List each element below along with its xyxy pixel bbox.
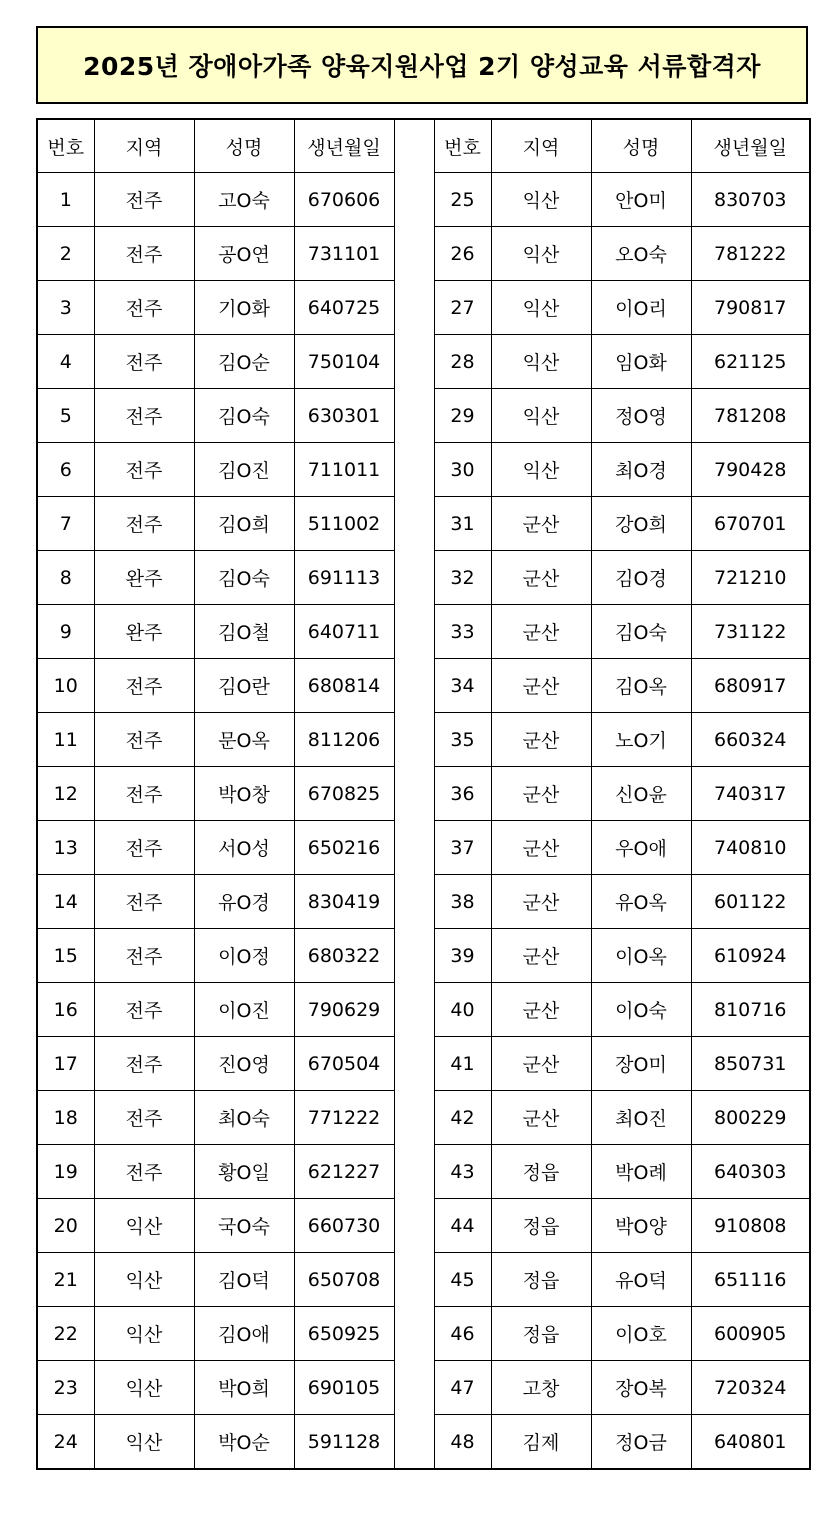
table-row: [37, 281, 810, 335]
cell-birthdate: 731101: [294, 227, 394, 281]
cell-region: 전주: [94, 875, 194, 929]
cell-region: 정읍: [491, 1307, 591, 1361]
cell-number: 43: [434, 1145, 491, 1199]
table-row: [37, 1091, 810, 1145]
cell-number: 17: [37, 1037, 94, 1091]
cell-name: 박O창: [194, 767, 294, 821]
cell-region: 전주: [94, 929, 194, 983]
cell-region: 익산: [491, 173, 591, 227]
cell-number: 40: [434, 983, 491, 1037]
cell-region: 정읍: [491, 1253, 591, 1307]
cell-number: 48: [434, 1415, 491, 1470]
cell-region: 익산: [491, 389, 591, 443]
table-row: [37, 929, 810, 983]
cell-number: 35: [434, 713, 491, 767]
table-row: [37, 1145, 810, 1199]
header-name: 성명: [591, 119, 691, 173]
column-gap: [394, 767, 434, 821]
table-row: [37, 875, 810, 929]
cell-region: 군산: [491, 767, 591, 821]
cell-region: 익산: [94, 1307, 194, 1361]
cell-number: 11: [37, 713, 94, 767]
cell-name: 이O정: [194, 929, 294, 983]
cell-birthdate: 601122: [691, 875, 810, 929]
cell-birthdate: 670701: [691, 497, 810, 551]
cell-region: 익산: [491, 335, 591, 389]
header-number: 번호: [434, 119, 491, 173]
cell-number: 12: [37, 767, 94, 821]
table-row: [37, 821, 810, 875]
cell-region: 완주: [94, 551, 194, 605]
cell-birthdate: 640725: [294, 281, 394, 335]
header-number: 번호: [37, 119, 94, 173]
cell-number: 32: [434, 551, 491, 605]
cell-number: 39: [434, 929, 491, 983]
table-row: [37, 1037, 810, 1091]
cell-name: 국O숙: [194, 1199, 294, 1253]
header-birthdate: 생년월일: [691, 119, 810, 173]
cell-region: 군산: [491, 659, 591, 713]
column-gap: [394, 983, 434, 1037]
cell-region: 군산: [491, 713, 591, 767]
table-row: [37, 335, 810, 389]
cell-birthdate: 630301: [294, 389, 394, 443]
cell-name: 장O미: [591, 1037, 691, 1091]
column-gap: [394, 1091, 434, 1145]
cell-number: 15: [37, 929, 94, 983]
cell-region: 전주: [94, 983, 194, 1037]
cell-birthdate: 621227: [294, 1145, 394, 1199]
column-gap: [394, 1145, 434, 1199]
cell-birthdate: 640303: [691, 1145, 810, 1199]
cell-region: 익산: [491, 281, 591, 335]
cell-number: 10: [37, 659, 94, 713]
cell-name: 노O기: [591, 713, 691, 767]
cell-name: 김O옥: [591, 659, 691, 713]
cell-birthdate: 830419: [294, 875, 394, 929]
table-row: [37, 605, 810, 659]
cell-birthdate: 670504: [294, 1037, 394, 1091]
cell-birthdate: 740317: [691, 767, 810, 821]
header-region: 지역: [94, 119, 194, 173]
cell-number: 46: [434, 1307, 491, 1361]
column-gap: [394, 713, 434, 767]
cell-region: 군산: [491, 497, 591, 551]
cell-region: 전주: [94, 659, 194, 713]
column-gap: [394, 227, 434, 281]
cell-region: 전주: [94, 1145, 194, 1199]
cell-birthdate: 850731: [691, 1037, 810, 1091]
header-region: 지역: [491, 119, 591, 173]
header-name: 성명: [194, 119, 294, 173]
cell-birthdate: 800229: [691, 1091, 810, 1145]
cell-birthdate: 680322: [294, 929, 394, 983]
cell-name: 김O애: [194, 1307, 294, 1361]
cell-name: 신O윤: [591, 767, 691, 821]
cell-name: 박O희: [194, 1361, 294, 1415]
cell-name: 최O진: [591, 1091, 691, 1145]
cell-name: 김O란: [194, 659, 294, 713]
cell-region: 익산: [94, 1361, 194, 1415]
column-gap: [394, 551, 434, 605]
cell-birthdate: 781208: [691, 389, 810, 443]
cell-number: 34: [434, 659, 491, 713]
cell-name: 이O리: [591, 281, 691, 335]
cell-number: 31: [434, 497, 491, 551]
page-title: 2025년 장애아가족 양육지원사업 2기 양성교육 서류합격자: [36, 26, 808, 104]
table-body: [37, 119, 810, 1469]
cell-name: 기O화: [194, 281, 294, 335]
cell-region: 군산: [491, 875, 591, 929]
cell-name: 이O진: [194, 983, 294, 1037]
cell-region: 전주: [94, 173, 194, 227]
cell-name: 박O례: [591, 1145, 691, 1199]
cell-birthdate: 711011: [294, 443, 394, 497]
cell-birthdate: 720324: [691, 1361, 810, 1415]
cell-name: 김O철: [194, 605, 294, 659]
column-gap: [394, 605, 434, 659]
cell-birthdate: 830703: [691, 173, 810, 227]
cell-number: 27: [434, 281, 491, 335]
cell-number: 9: [37, 605, 94, 659]
table-row: [37, 1307, 810, 1361]
cell-region: 익산: [94, 1253, 194, 1307]
cell-number: 26: [434, 227, 491, 281]
cell-number: 47: [434, 1361, 491, 1415]
cell-name: 임O화: [591, 335, 691, 389]
cell-birthdate: 691113: [294, 551, 394, 605]
cell-name: 김O숙: [194, 551, 294, 605]
header-row: [37, 119, 810, 173]
column-gap: [394, 929, 434, 983]
column-gap: [394, 1307, 434, 1361]
cell-number: 3: [37, 281, 94, 335]
cell-name: 박O순: [194, 1415, 294, 1470]
column-gap: [394, 875, 434, 929]
cell-birthdate: 650925: [294, 1307, 394, 1361]
cell-region: 전주: [94, 389, 194, 443]
cell-birthdate: 781222: [691, 227, 810, 281]
column-gap: [394, 389, 434, 443]
cell-name: 오O숙: [591, 227, 691, 281]
cell-number: 24: [37, 1415, 94, 1470]
cell-birthdate: 640711: [294, 605, 394, 659]
cell-number: 28: [434, 335, 491, 389]
cell-region: 군산: [491, 983, 591, 1037]
cell-birthdate: 621125: [691, 335, 810, 389]
cell-name: 정O금: [591, 1415, 691, 1470]
cell-region: 정읍: [491, 1145, 591, 1199]
table-row: [37, 1199, 810, 1253]
cell-region: 완주: [94, 605, 194, 659]
column-gap: [394, 659, 434, 713]
cell-region: 전주: [94, 767, 194, 821]
table-row: [37, 443, 810, 497]
cell-birthdate: 750104: [294, 335, 394, 389]
cell-number: 29: [434, 389, 491, 443]
cell-region: 군산: [491, 551, 591, 605]
cell-birthdate: 680814: [294, 659, 394, 713]
cell-birthdate: 660324: [691, 713, 810, 767]
cell-region: 전주: [94, 281, 194, 335]
cell-region: 전주: [94, 335, 194, 389]
table-row: [37, 227, 810, 281]
cell-name: 고O숙: [194, 173, 294, 227]
cell-birthdate: 600905: [691, 1307, 810, 1361]
cell-name: 이O숙: [591, 983, 691, 1037]
cell-number: 45: [434, 1253, 491, 1307]
cell-number: 2: [37, 227, 94, 281]
column-gap: [394, 1415, 434, 1470]
column-gap: [394, 1253, 434, 1307]
cell-name: 공O연: [194, 227, 294, 281]
cell-number: 6: [37, 443, 94, 497]
cell-number: 22: [37, 1307, 94, 1361]
cell-name: 최O숙: [194, 1091, 294, 1145]
cell-region: 군산: [491, 821, 591, 875]
applicant-table: [36, 118, 811, 1470]
cell-number: 37: [434, 821, 491, 875]
cell-name: 유O경: [194, 875, 294, 929]
cell-name: 이O호: [591, 1307, 691, 1361]
cell-number: 33: [434, 605, 491, 659]
cell-birthdate: 670606: [294, 173, 394, 227]
cell-name: 김O덕: [194, 1253, 294, 1307]
cell-birthdate: 670825: [294, 767, 394, 821]
cell-number: 13: [37, 821, 94, 875]
cell-birthdate: 771222: [294, 1091, 394, 1145]
cell-number: 38: [434, 875, 491, 929]
cell-birthdate: 810716: [691, 983, 810, 1037]
column-gap: [394, 1361, 434, 1415]
table-row: [37, 173, 810, 227]
cell-birthdate: 910808: [691, 1199, 810, 1253]
table-row: [37, 1415, 810, 1470]
cell-name: 최O경: [591, 443, 691, 497]
cell-birthdate: 721210: [691, 551, 810, 605]
cell-number: 1: [37, 173, 94, 227]
cell-birthdate: 610924: [691, 929, 810, 983]
column-gap: [394, 281, 434, 335]
cell-birthdate: 731122: [691, 605, 810, 659]
cell-region: 김제: [491, 1415, 591, 1470]
cell-number: 14: [37, 875, 94, 929]
column-gap: [394, 821, 434, 875]
column-gap: [394, 1037, 434, 1091]
cell-number: 21: [37, 1253, 94, 1307]
cell-region: 전주: [94, 1037, 194, 1091]
cell-region: 군산: [491, 929, 591, 983]
cell-birthdate: 690105: [294, 1361, 394, 1415]
cell-number: 44: [434, 1199, 491, 1253]
cell-number: 8: [37, 551, 94, 605]
cell-region: 익산: [491, 227, 591, 281]
cell-name: 진O영: [194, 1037, 294, 1091]
cell-birthdate: 680917: [691, 659, 810, 713]
cell-name: 김O숙: [194, 389, 294, 443]
table-row: [37, 551, 810, 605]
cell-name: 우O애: [591, 821, 691, 875]
cell-birthdate: 640801: [691, 1415, 810, 1470]
cell-number: 41: [434, 1037, 491, 1091]
cell-birthdate: 790817: [691, 281, 810, 335]
column-gap: [394, 119, 434, 173]
cell-region: 군산: [491, 605, 591, 659]
cell-birthdate: 790428: [691, 443, 810, 497]
column-gap: [394, 497, 434, 551]
cell-name: 장O복: [591, 1361, 691, 1415]
column-gap: [394, 173, 434, 227]
cell-region: 군산: [491, 1037, 591, 1091]
cell-name: 서O성: [194, 821, 294, 875]
table-row: [37, 1253, 810, 1307]
cell-name: 김O진: [194, 443, 294, 497]
cell-region: 고창: [491, 1361, 591, 1415]
column-gap: [394, 335, 434, 389]
cell-name: 문O옥: [194, 713, 294, 767]
cell-name: 안O미: [591, 173, 691, 227]
header-birthdate: 생년월일: [294, 119, 394, 173]
cell-name: 유O덕: [591, 1253, 691, 1307]
column-gap: [394, 1199, 434, 1253]
table-row: [37, 983, 810, 1037]
table-row: [37, 713, 810, 767]
cell-region: 전주: [94, 713, 194, 767]
cell-name: 정O영: [591, 389, 691, 443]
cell-name: 유O옥: [591, 875, 691, 929]
cell-number: 4: [37, 335, 94, 389]
cell-number: 25: [434, 173, 491, 227]
cell-region: 익산: [94, 1415, 194, 1470]
cell-name: 강O희: [591, 497, 691, 551]
cell-name: 이O옥: [591, 929, 691, 983]
cell-birthdate: 740810: [691, 821, 810, 875]
cell-birthdate: 591128: [294, 1415, 394, 1470]
cell-number: 23: [37, 1361, 94, 1415]
table-row: [37, 1361, 810, 1415]
cell-name: 김O순: [194, 335, 294, 389]
table-row: [37, 389, 810, 443]
cell-birthdate: 660730: [294, 1199, 394, 1253]
cell-number: 36: [434, 767, 491, 821]
cell-region: 전주: [94, 443, 194, 497]
cell-number: 19: [37, 1145, 94, 1199]
cell-name: 김O숙: [591, 605, 691, 659]
cell-number: 42: [434, 1091, 491, 1145]
cell-number: 16: [37, 983, 94, 1037]
cell-region: 익산: [94, 1199, 194, 1253]
cell-region: 전주: [94, 497, 194, 551]
cell-number: 5: [37, 389, 94, 443]
table-row: [37, 659, 810, 713]
table-row: [37, 497, 810, 551]
cell-region: 전주: [94, 1091, 194, 1145]
cell-number: 7: [37, 497, 94, 551]
cell-number: 30: [434, 443, 491, 497]
cell-name: 김O경: [591, 551, 691, 605]
column-gap: [394, 443, 434, 497]
cell-number: 18: [37, 1091, 94, 1145]
cell-name: 박O양: [591, 1199, 691, 1253]
cell-region: 전주: [94, 227, 194, 281]
cell-birthdate: 790629: [294, 983, 394, 1037]
cell-number: 20: [37, 1199, 94, 1253]
cell-name: 황O일: [194, 1145, 294, 1199]
cell-birthdate: 811206: [294, 713, 394, 767]
cell-birthdate: 651116: [691, 1253, 810, 1307]
cell-region: 익산: [491, 443, 591, 497]
cell-region: 전주: [94, 821, 194, 875]
cell-birthdate: 650216: [294, 821, 394, 875]
table-row: [37, 767, 810, 821]
cell-region: 정읍: [491, 1199, 591, 1253]
cell-region: 군산: [491, 1091, 591, 1145]
cell-birthdate: 511002: [294, 497, 394, 551]
cell-name: 김O희: [194, 497, 294, 551]
cell-birthdate: 650708: [294, 1253, 394, 1307]
